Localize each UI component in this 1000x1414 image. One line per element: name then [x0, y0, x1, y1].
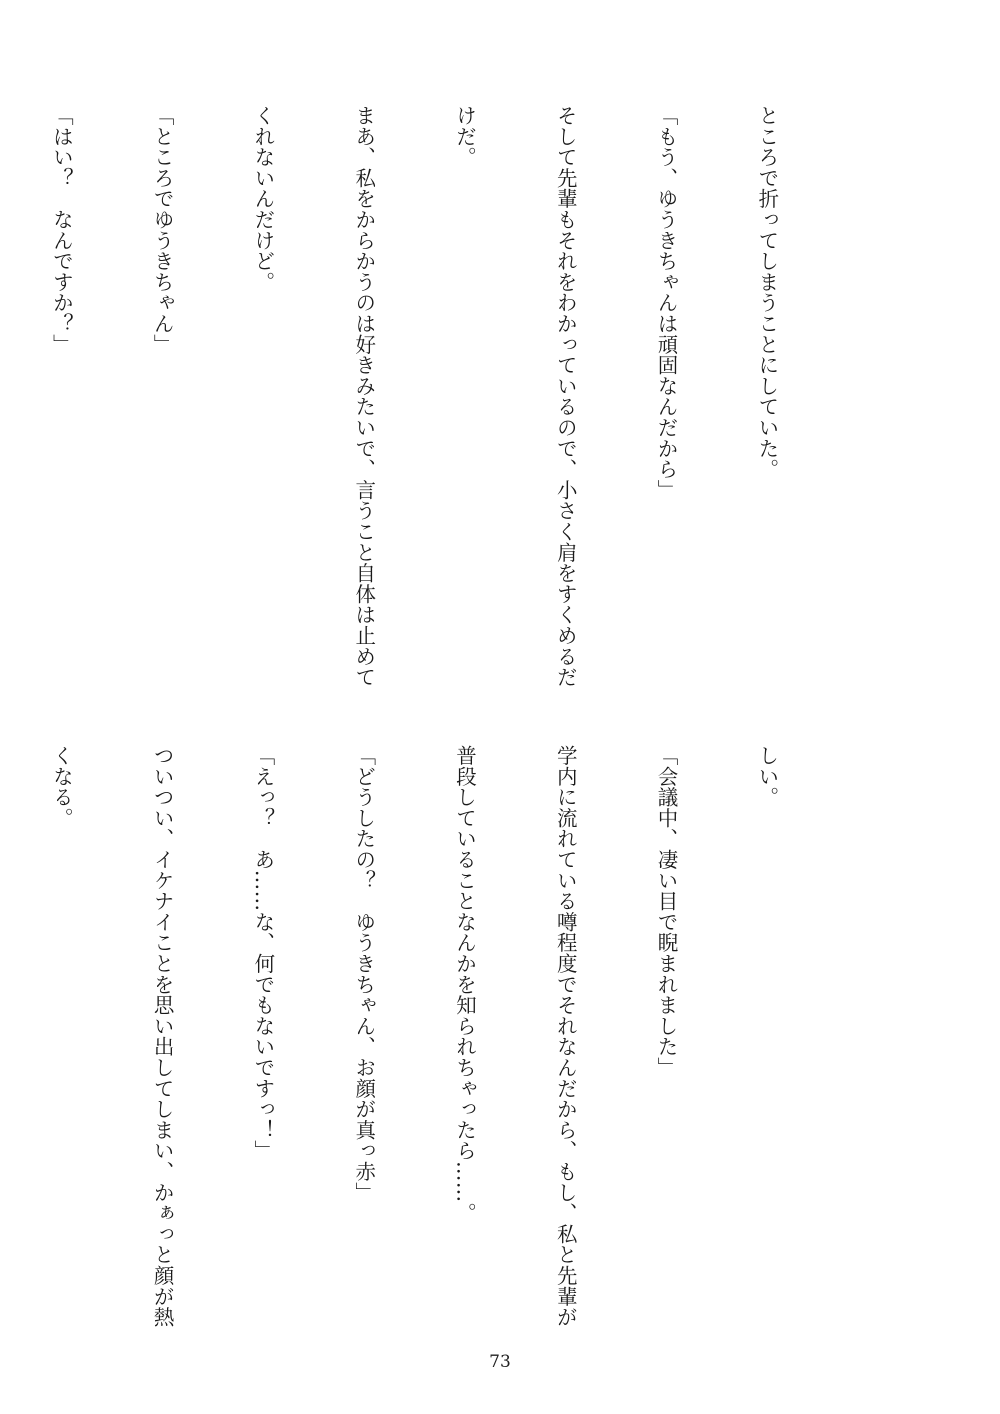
text-line: 普段していることなんかを知られちゃったら……。	[452, 745, 477, 1224]
text-line: 「もう、ゆうきちゃんは頑固なんだから」	[654, 105, 679, 501]
text-line: 「はい？ なんですか？」	[49, 105, 74, 355]
text-block-lower	[49, 745, 850, 1328]
text-line: そして先輩もそれをわかっているので、小さく肩をすくめるだ	[553, 105, 578, 688]
text-line: 「会議中、凄い目で睨まれました」	[654, 745, 679, 1078]
text-line: ところで折ってしまうことにしていた。	[754, 105, 779, 480]
text-line: くなる。	[49, 745, 74, 829]
text-line: 「えっ？ あ……な、何でもないですっ！」	[250, 745, 275, 1161]
text-line: けだ。	[452, 105, 477, 168]
text-line: 学内に流れている噂程度でそれなんだから、もし、私と先輩が	[553, 745, 578, 1328]
page-number: 73	[489, 1352, 511, 1372]
text-line: 「ところでゆうきちゃん」	[150, 105, 175, 355]
text-block-upper	[49, 105, 850, 688]
text-line: くれないんだけど。	[250, 105, 275, 293]
text-line: 「どうしたの？ ゆうきちゃん、お顔が真っ赤」	[351, 745, 376, 1203]
text-line: しい。	[754, 745, 779, 808]
text-line: ついつい、イケナイことを思い出してしまい、かぁっと顔が熱	[150, 745, 175, 1328]
text-line: まあ、私をからかうのは好きみたいで、言うこと自体は止めて	[351, 105, 376, 688]
